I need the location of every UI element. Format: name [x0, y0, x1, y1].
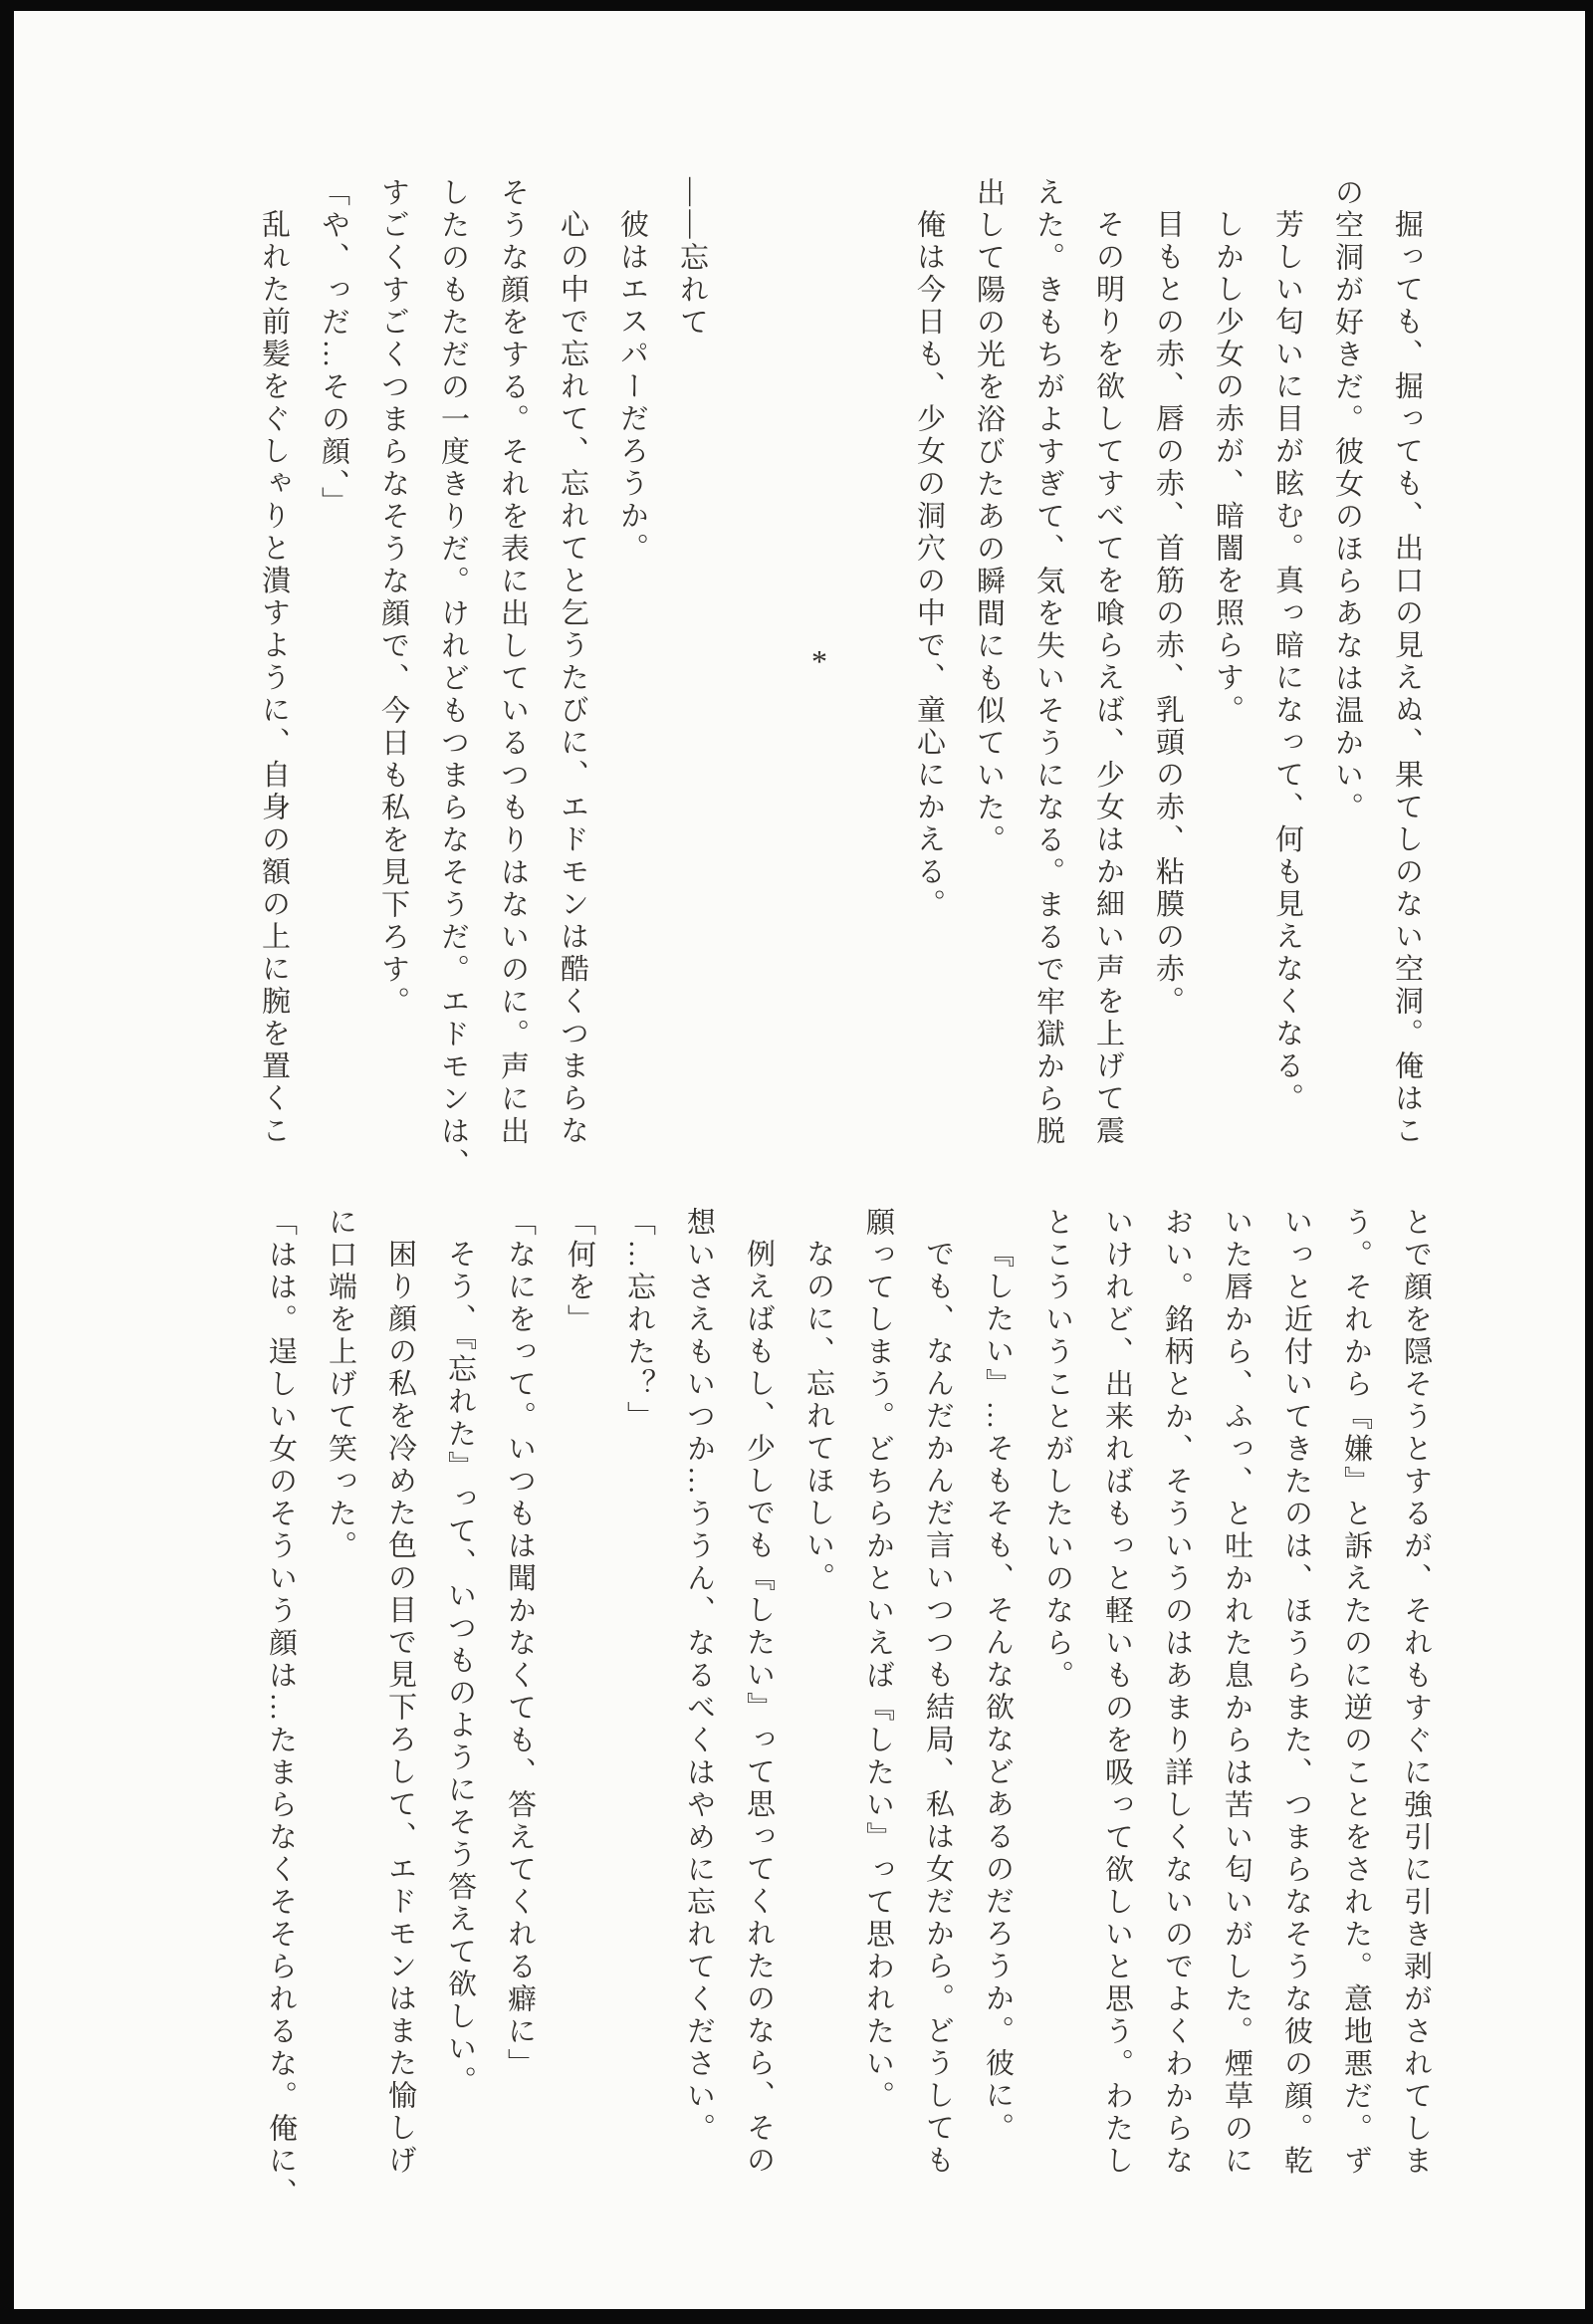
text-column: う。それから『嫌』と訴えたのに逆のことをされた。意地悪だ。ず [1340, 1207, 1372, 2178]
text-column: そうな顔をする。それを表に出しているつもりはないのに。声に出 [497, 177, 529, 1148]
section-separator-asterisk: * [811, 643, 827, 679]
text-column: すごくすごくつまらなそうな顔で、今日も私を見下ろす。 [377, 177, 409, 1019]
text-column: 想いさえもいつか…ううん、なるべくはやめに忘れてください。 [683, 1207, 715, 2146]
text-column: 「なにをって。いつもは聞かなくても、答えてくれる癖に」 [504, 1207, 536, 2081]
scan-border-right [1585, 0, 1593, 2324]
text-column: 「はは。逞しい女のそういう顔は…たまらなくそそられるな。俺に、 [265, 1207, 297, 2210]
text-column: したのもただの一度きりだ。けれどもつまらなそうだ。エドモンは、 [437, 177, 469, 1181]
text-column: 願ってしまう。どちらかといえば『したい』って思われたい。 [862, 1207, 894, 2113]
text-column: 乱れた前髪をぐしゃりと潰すように、自身の額の上に腕を置くこ [258, 209, 290, 1148]
text-column: 出して陽の光を浴びたあの瞬間にも似ていた。 [973, 177, 1005, 857]
upper-text-block [212, 177, 1437, 1193]
text-column: いた唇から、ふっ、と吐かれた息からは苦い匂いがした。煙草のに [1221, 1207, 1252, 2178]
text-column: ――忘れて [676, 177, 708, 340]
text-column: 『したい』…そもそも、そんな欲などあるのだろうか。彼に。 [982, 1239, 1014, 2145]
text-column: しかし少女の赤が、暗闇を照らす。 [1212, 209, 1244, 727]
text-column: おい。銘柄とか、そういうのはあまり詳しくないのでよくわからな [1161, 1207, 1193, 2178]
scan-border-top [0, 0, 1593, 11]
text-column: なのに、忘れてほしい。 [802, 1239, 834, 1595]
text-column: 彼はエスパーだろうか。 [616, 209, 648, 566]
lower-text-block [241, 1207, 1446, 2264]
text-column: 芳しい匂いに目が眩む。真っ暗になって、何も見えなくなる。 [1271, 209, 1303, 1115]
text-column: とこういうことがしたいのなら。 [1041, 1207, 1073, 1693]
text-column: 困り顔の私を冷めた色の目で見下ろして、エドモンはまた愉しげ [384, 1239, 416, 2178]
text-column: 俺は今日も、少女の洞穴の中で、童心にかえる。 [913, 209, 945, 921]
text-column: 心の中で忘れて、忘れてと乞うたびに、エドモンは酷くつまらな [557, 209, 588, 1148]
text-column: そう、『忘れた』って、いつものようにそう答えて欲しい。 [444, 1239, 476, 2098]
text-column: に口端を上げて笑った。 [325, 1207, 356, 1563]
text-column: いっと近付いてきたのは、ほうらまた、つまらなそうな彼の顔。乾 [1280, 1207, 1312, 2178]
text-column: 「…忘れた？」 [623, 1207, 655, 1434]
text-column: 「や、っだ…その顔、」 [318, 177, 349, 519]
text-column: の空洞が好きだ。彼女のほらあなは温かい。 [1331, 177, 1363, 824]
text-column: 目もとの赤、唇の赤、首筋の赤、乳頭の赤、粘膜の赤。 [1152, 209, 1184, 1019]
text-column: いけれど、出来ればもっと軽いものを吸って欲しいと思う。わたし [1101, 1207, 1133, 2178]
scan-border-left [0, 0, 14, 2324]
text-column: その明りを欲してすべてを喰らえば、少女はか細い声を上げて震 [1092, 209, 1124, 1148]
text-column: 「何を」 [564, 1207, 595, 1336]
scan-border-bottom [0, 2309, 1593, 2324]
text-column: 掘っても、掘っても、出口の見えぬ、果てしのない空洞。俺はこ [1391, 209, 1423, 1148]
text-column: えた。きもちがよすぎて、気を失いそうになる。まるで牢獄から脱 [1032, 177, 1064, 1148]
text-column: でも、なんだかんだ言いつつも結局、私は女だから。どうしても [922, 1239, 954, 2178]
text-column: とで顔を隠そうとするが、それもすぐに強引に引き剥がされてしま [1400, 1207, 1432, 2178]
text-column: 例えばもし、少しでも『したい』って思ってくれたのなら、その [743, 1239, 775, 2178]
